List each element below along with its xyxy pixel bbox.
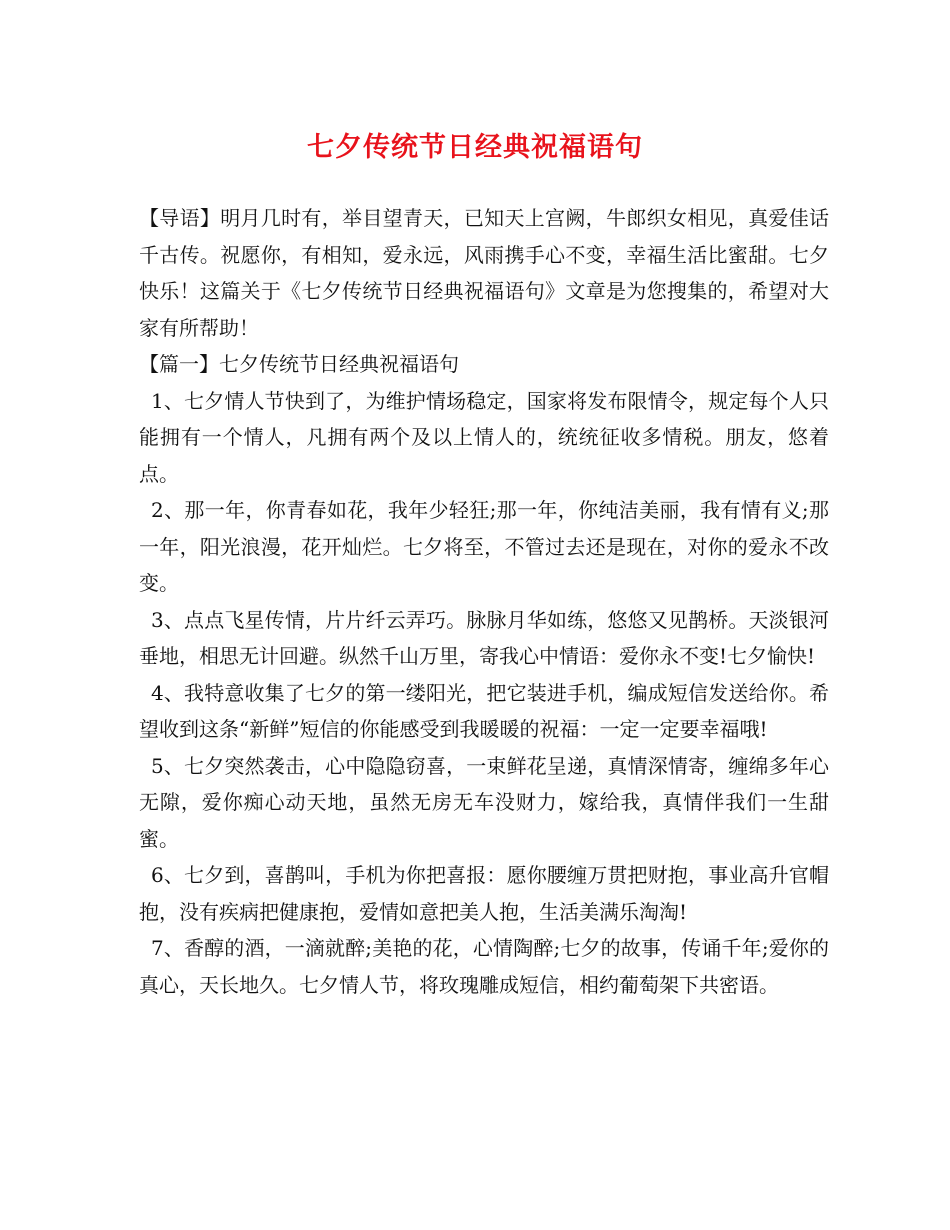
blessing-item-5: 5、七夕突然袭击，心中隐隐窃喜，一束鲜花呈递，真情深情寄，缠绵多年心无隙，爱你痴心动天地，虽然无房无车没财力，嫁给我，真情伴我们一生甜蜜。 [139,753,829,851]
document-body [139,200,829,1003]
document-title: 七夕传统节日经典祝福语句 [307,132,643,163]
intro-paragraph: 【导语】明月几时有，举目望青天，已知天上宫阙，牛郎织女相见，真爱佳话千古传。祝愿你，有相知，爱永远，风雨携手心不变，幸福生活比蜜甜。七夕快乐！这篇关于《七夕传统节日经典祝福语句》文章是为您搜集的，希望对大家有所帮助！ [139,206,829,340]
blessing-item-1: 1、七夕情人节快到了，为维护情场稳定，国家将发布限情令，规定每个人只能拥有一个情人，凡拥有两个及以上情人的，统统征收多情税。朋友，悠着点。 [139,388,829,486]
blessing-item-4: 4、我特意收集了七夕的第一缕阳光，把它装进手机，编成短信发送给你。希望收到这条“新鲜”短信的你能感受到我暖暖的祝福：一定一定要幸福哦! [139,680,829,741]
blessing-item-2: 2、那一年，你青春如花，我年少轻狂;那一年，你纯洁美丽，我有情有义;那一年，阳光浪漫，花开灿烂。七夕将至，不管过去还是现在，对你的爱永不改变。 [139,498,829,595]
blessing-item-3: 3、点点飞星传情，片片纤云弄巧。脉脉月华如练，悠悠又见鹊桥。天淡银河垂地，相思无计回避。纵然千山万里，寄我心中情语：爱你永不变!七夕愉快! [139,607,829,668]
blessing-item-7: 7、香醇的酒，一滴就醉;美艳的花，心情陶醉;七夕的故事，传诵千年;爱你的真心，天长地久。七夕情人节，将玫瑰雕成短信，相约葡萄架下共密语。 [139,936,829,997]
blessing-item-6: 6、七夕到，喜鹊叫，手机为你把喜报：愿你腰缠万贯把财抱，事业高升官帽抱，没有疾病把健康抱，爱情如意把美人抱，生活美满乐淘淘! [139,863,829,924]
section-heading: 【篇一】七夕传统节日经典祝福语句 [139,352,459,376]
